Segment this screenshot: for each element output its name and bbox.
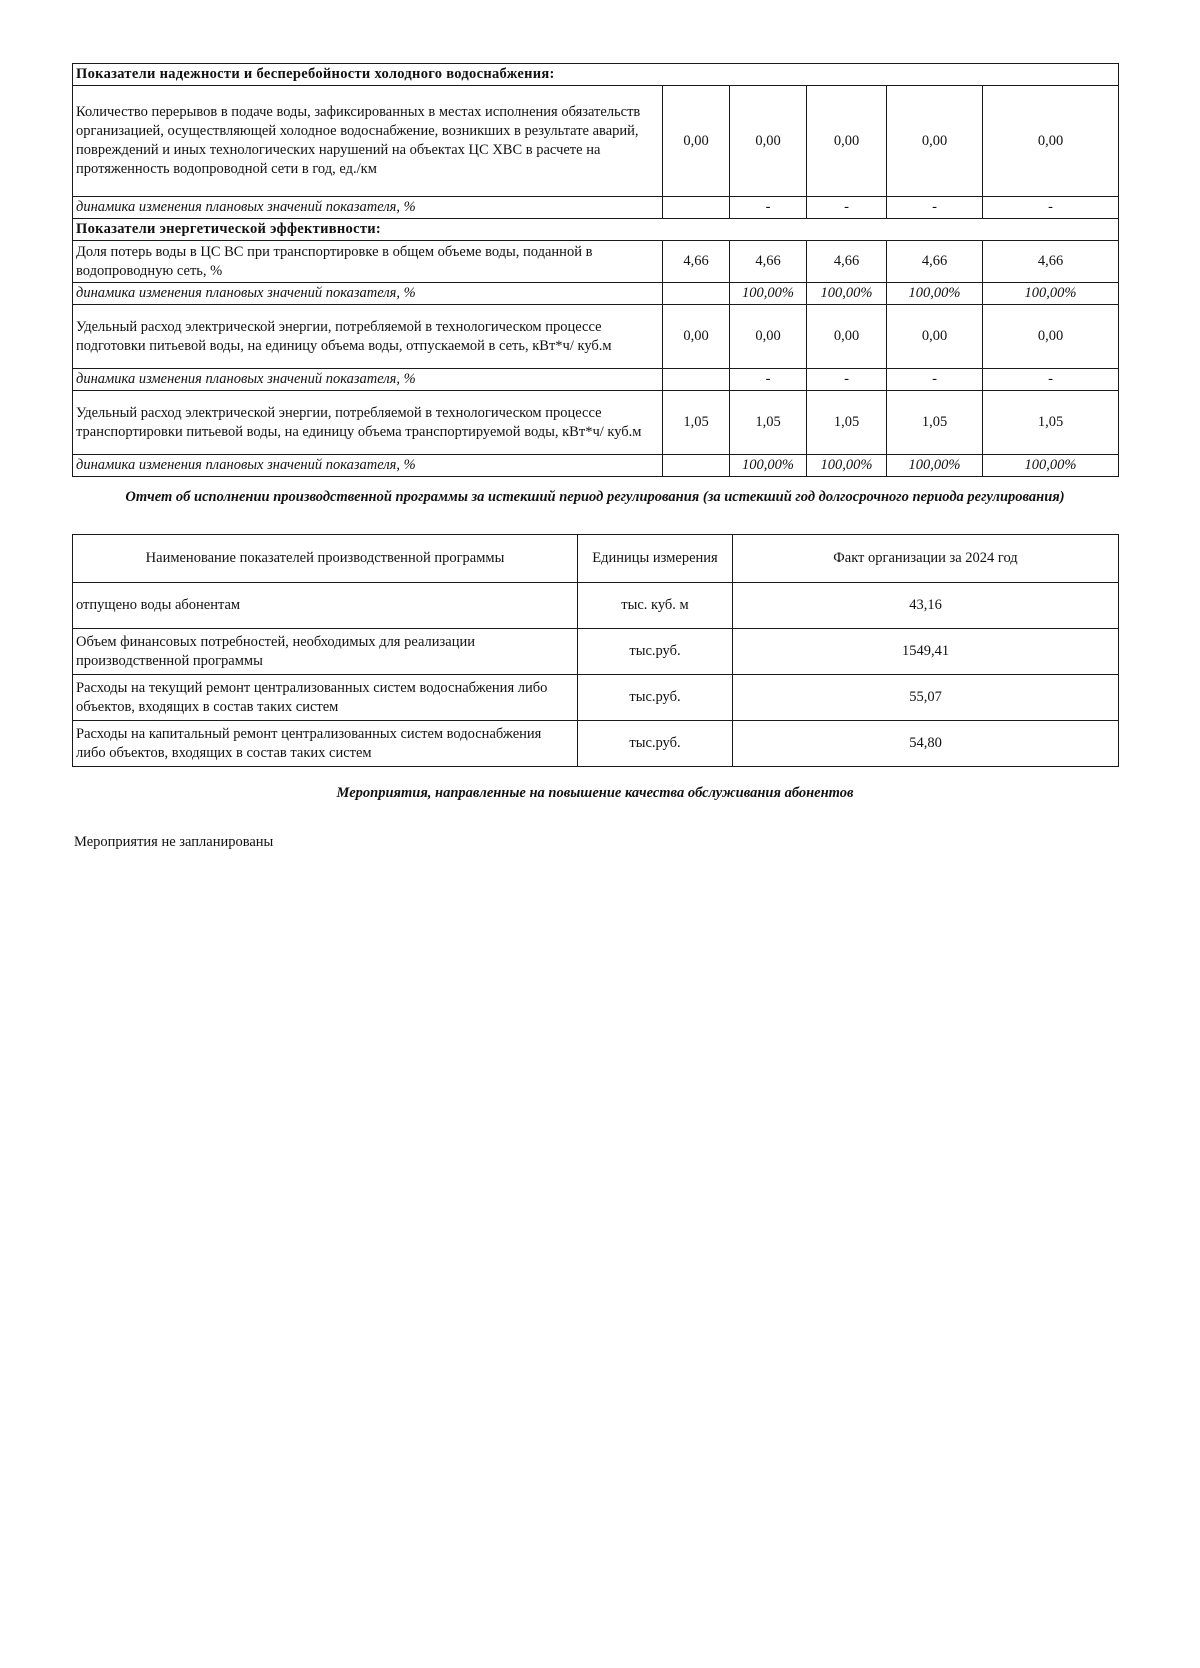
table-row: [73, 455, 1119, 477]
indicator-value: 0,00: [807, 86, 887, 197]
production-program-table: [72, 534, 1119, 767]
dynamics-label: динамика изменения плановых значений показателя, %: [73, 283, 663, 305]
table-row: [73, 241, 1119, 283]
dynamics-value: 100,00%: [730, 455, 807, 477]
unit: тыс. куб. м: [578, 583, 733, 629]
indicator-value: 1,05: [887, 391, 983, 455]
table-header-row: [73, 535, 1119, 583]
indicator-value: 4,66: [663, 241, 730, 283]
table-row: [73, 721, 1119, 767]
measures-title: Мероприятия, направленные на повышение качества обслуживания абонентов: [336, 785, 854, 801]
fact-value: 54,80: [733, 721, 1119, 767]
dynamics-label: динамика изменения плановых значений показателя, %: [73, 369, 663, 391]
dynamics-value: -: [983, 197, 1119, 219]
indicators-table: [72, 63, 1119, 477]
indicator-value: 0,00: [663, 86, 730, 197]
indicator-value: 0,00: [983, 305, 1119, 369]
dynamics-value: -: [730, 197, 807, 219]
indicator-value: 0,00: [730, 305, 807, 369]
dynamics-value: 100,00%: [983, 455, 1119, 477]
indicator-name: Объем финансовых потребностей, необходимых для реализации производственной программы: [73, 629, 578, 675]
indicator-name: Расходы на текущий ремонт централизованных систем водоснабжения либо объектов, входящих в состав таких систем: [73, 675, 578, 721]
indicator-name: отпущено воды абонентам: [73, 583, 578, 629]
indicator-label: Доля потерь воды в ЦС ВС при транспортировке в общем объеме воды, поданной в водопроводную сеть, %: [73, 241, 663, 283]
dynamics-value: 100,00%: [730, 283, 807, 305]
section-title: Показатели надежности и бесперебойности холодного водоснабжения:: [73, 64, 1119, 86]
indicator-value: 1,05: [730, 391, 807, 455]
indicator-value: 0,00: [730, 86, 807, 197]
dynamics-value: [663, 197, 730, 219]
fact-value: 1549,41: [733, 629, 1119, 675]
fact-value: 55,07: [733, 675, 1119, 721]
indicator-value: 1,05: [983, 391, 1119, 455]
table-row: [73, 283, 1119, 305]
indicator-value: 0,00: [887, 305, 983, 369]
table-row: [73, 391, 1119, 455]
indicator-value: 0,00: [663, 305, 730, 369]
dynamics-value: -: [887, 197, 983, 219]
report-title: Отчет об исполнении производственной программы за истекший период регулирования (за истекший год долгосрочного периода регулирования): [125, 489, 1065, 505]
indicator-value: 4,66: [730, 241, 807, 283]
indicator-value: 0,00: [807, 305, 887, 369]
dynamics-value: -: [730, 369, 807, 391]
indicator-value: 0,00: [887, 86, 983, 197]
dynamics-value: 100,00%: [887, 283, 983, 305]
indicator-value: 1,05: [807, 391, 887, 455]
table-row: [73, 675, 1119, 721]
column-header: Единицы измерения: [578, 535, 733, 583]
table-row: [73, 305, 1119, 369]
column-header: Факт организации за 2024 год: [733, 535, 1119, 583]
indicator-value: 1,05: [663, 391, 730, 455]
dynamics-value: -: [807, 197, 887, 219]
table-row: [73, 583, 1119, 629]
unit: тыс.руб.: [578, 675, 733, 721]
dynamics-value: -: [983, 369, 1119, 391]
table-row: [73, 86, 1119, 197]
section-header-reliability: [73, 64, 1119, 86]
indicator-value: 4,66: [807, 241, 887, 283]
unit: тыс.руб.: [578, 629, 733, 675]
fact-value: 43,16: [733, 583, 1119, 629]
dynamics-label: динамика изменения плановых значений показателя, %: [73, 455, 663, 477]
dynamics-value: 100,00%: [807, 283, 887, 305]
dynamics-value: 100,00%: [887, 455, 983, 477]
indicator-label: Удельный расход электрической энергии, потребляемой в технологическом процессе подготовки питьевой воды, на единицу объема воды, отпускаемой в сеть, кВт*ч/ куб.м: [73, 305, 663, 369]
unit: тыс.руб.: [578, 721, 733, 767]
section-header-energy: [73, 219, 1119, 241]
column-header: Наименование показателей производственной программы: [73, 535, 578, 583]
indicator-label: Удельный расход электрической энергии, потребляемой в технологическом процессе транспортировки питьевой воды, на единицу объема транспортируемой воды, кВт*ч/ куб.м: [73, 391, 663, 455]
dynamics-value: 100,00%: [983, 283, 1119, 305]
indicator-value: 0,00: [983, 86, 1119, 197]
indicator-value: 4,66: [887, 241, 983, 283]
indicator-value: 4,66: [983, 241, 1119, 283]
dynamics-value: [663, 283, 730, 305]
dynamics-value: -: [807, 369, 887, 391]
dynamics-value: [663, 455, 730, 477]
table-row: [73, 197, 1119, 219]
table-row: [73, 629, 1119, 675]
indicator-label: Количество перерывов в подаче воды, зафиксированных в местах исполнения обязательств организацией, осуществляющей холодное водоснабжение, возникших в результате аварий, повреждений и иных технологических нарушений на объектах ЦС ХВС в расчете на протяженность водопроводной сети в год, ед./км: [73, 86, 663, 197]
dynamics-label: динамика изменения плановых значений показателя, %: [73, 197, 663, 219]
dynamics-value: 100,00%: [807, 455, 887, 477]
measures-text: Мероприятия не запланированы: [74, 834, 274, 850]
dynamics-value: -: [887, 369, 983, 391]
section-title: Показатели энергетической эффективности:: [73, 219, 1119, 241]
indicator-name: Расходы на капитальный ремонт централизованных систем водоснабжения либо объектов, входящих в состав таких систем: [73, 721, 578, 767]
table-row: [73, 369, 1119, 391]
dynamics-value: [663, 369, 730, 391]
